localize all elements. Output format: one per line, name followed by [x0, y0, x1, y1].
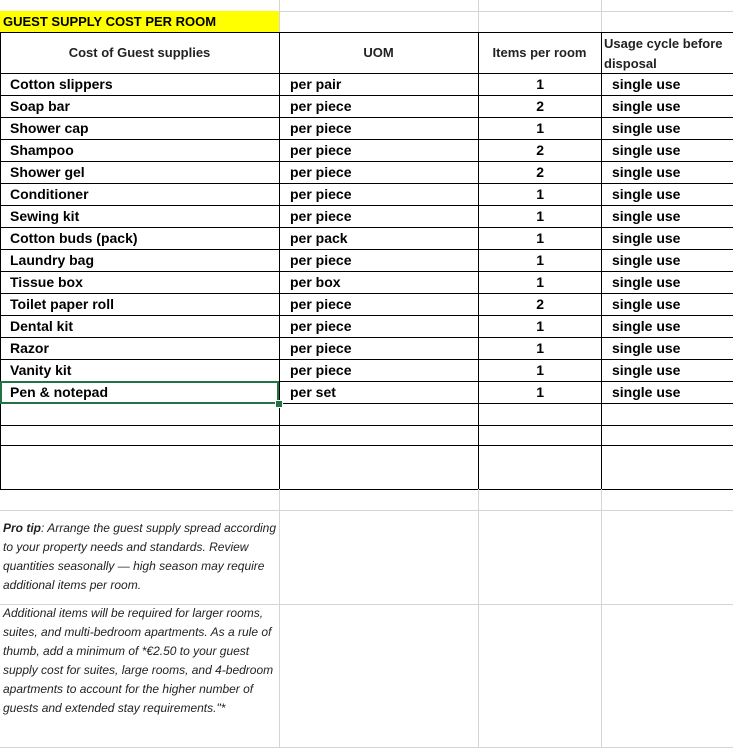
cell-qty[interactable]: 1 [536, 384, 544, 400]
cell-qty[interactable]: 1 [536, 208, 544, 224]
cell-item[interactable]: Shower gel [10, 164, 85, 180]
border-line [0, 445, 733, 446]
header-items-per-room[interactable]: Items per room [492, 45, 587, 60]
cell-uom[interactable]: per piece [290, 362, 352, 378]
cell-qty[interactable]: 1 [536, 318, 544, 334]
cell-qty[interactable]: 1 [536, 252, 544, 268]
header-usage-line1: Usage cycle before [604, 36, 723, 51]
cell-uom[interactable]: per piece [290, 296, 352, 312]
header-item[interactable]: Cost of Guest supplies [68, 45, 211, 60]
cell-qty[interactable]: 1 [536, 186, 544, 202]
cell-usage[interactable]: single use [612, 296, 681, 312]
cell-usage[interactable]: single use [612, 340, 681, 356]
cell-qty[interactable]: 2 [536, 142, 544, 158]
cell-item[interactable]: Pen & notepad [10, 384, 109, 400]
cell-item[interactable]: Laundry bag [10, 252, 95, 268]
cell-item[interactable]: Toilet paper roll [10, 296, 114, 312]
cell-uom[interactable]: per piece [290, 252, 352, 268]
cell-item[interactable]: Soap bar [10, 98, 70, 114]
cell-uom[interactable]: per piece [290, 142, 352, 158]
cell-uom[interactable]: per piece [290, 186, 352, 202]
cell-usage[interactable]: single use [612, 164, 681, 180]
cell-item[interactable]: Shampoo [10, 142, 74, 158]
cell-usage[interactable]: single use [612, 362, 681, 378]
cell-usage[interactable]: single use [612, 208, 681, 224]
cell-qty[interactable]: 1 [536, 230, 544, 246]
gridline [0, 510, 733, 511]
cell-uom[interactable]: per pair [290, 76, 342, 92]
fill-handle[interactable] [275, 400, 283, 408]
pro-tip-label: Pro tip [3, 521, 41, 535]
cell-uom[interactable]: per set [290, 384, 336, 400]
cell-usage[interactable]: single use [612, 384, 681, 400]
gridline [478, 489, 479, 747]
cell-qty[interactable]: 1 [536, 340, 544, 356]
header-usage-line2: disposal [604, 56, 657, 71]
cell-item[interactable]: Shower cap [10, 120, 89, 136]
cell-qty[interactable]: 1 [536, 362, 544, 378]
cell-item[interactable]: Tissue box [10, 274, 83, 290]
cell-item[interactable]: Conditioner [10, 186, 89, 202]
sheet-title[interactable]: GUEST SUPPLY COST PER ROOM [0, 11, 279, 32]
border-line [0, 425, 733, 426]
cell-qty[interactable]: 1 [536, 120, 544, 136]
additional-items-note[interactable]: Additional items will be required for larger rooms, suites, and multi-bedroom apartments. As a rule of thumb, add a minimum of *€2.50 to your guest supply cost for suites, large rooms, and 4-bedroom apartments to account for the higher number of guests and extended stay requirements."* [3, 606, 274, 715]
cell-usage[interactable]: single use [612, 120, 681, 136]
cell-uom[interactable]: per piece [290, 340, 352, 356]
cell-uom[interactable]: per pack [290, 230, 348, 246]
gridline [279, 0, 280, 32]
cell-usage[interactable]: single use [612, 98, 681, 114]
cell-usage[interactable]: single use [612, 186, 681, 202]
cell-uom[interactable]: per box [290, 274, 341, 290]
cell-uom[interactable]: per piece [290, 318, 352, 334]
cell-qty[interactable]: 2 [536, 296, 544, 312]
cell-item[interactable]: Sewing kit [10, 208, 80, 224]
cell-usage[interactable]: single use [612, 318, 681, 334]
cell-item[interactable]: Cotton slippers [10, 76, 113, 92]
pro-tip-note[interactable] [0, 519, 279, 595]
cell-item[interactable]: Cotton buds (pack) [10, 230, 138, 246]
cell-item[interactable]: Dental kit [10, 318, 74, 334]
border-line [0, 489, 733, 490]
border-line [0, 403, 733, 404]
gridline [601, 489, 602, 747]
gridline [478, 0, 479, 32]
cell-usage[interactable]: single use [612, 252, 681, 268]
cell-uom[interactable]: per piece [290, 208, 352, 224]
cell-usage[interactable]: single use [612, 142, 681, 158]
header-usage-cycle[interactable] [601, 34, 733, 73]
cell-uom[interactable]: per piece [290, 164, 352, 180]
cell-qty[interactable]: 1 [536, 274, 544, 290]
pro-tip-text: : Arrange the guest supply spread according to your property needs and standards. Review quantities seasonally — high season may require additional items per room. [3, 521, 277, 592]
cell-item[interactable]: Razor [10, 340, 49, 356]
cell-usage[interactable]: single use [612, 274, 681, 290]
cell-usage[interactable]: single use [612, 76, 681, 92]
cell-item[interactable]: Vanity kit [10, 362, 72, 378]
cell-qty[interactable]: 1 [536, 76, 544, 92]
cell-qty[interactable]: 2 [536, 164, 544, 180]
gridline [279, 489, 280, 747]
cell-usage[interactable]: single use [612, 230, 681, 246]
cell-uom[interactable]: per piece [290, 120, 352, 136]
header-uom[interactable]: UOM [363, 45, 394, 60]
cell-qty[interactable]: 2 [536, 98, 544, 114]
cell-uom[interactable]: per piece [290, 98, 352, 114]
gridline [601, 0, 602, 32]
